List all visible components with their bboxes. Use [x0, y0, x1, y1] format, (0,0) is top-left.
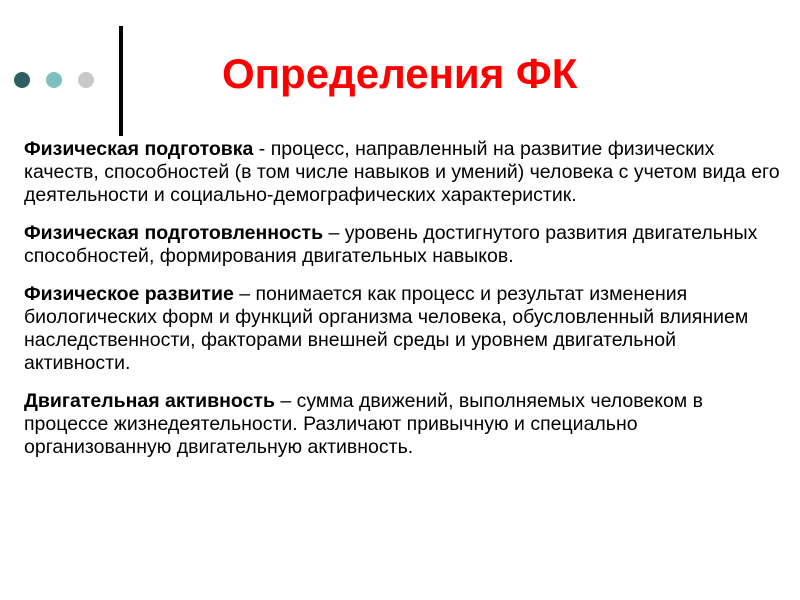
definition-term: Физическое развитие	[24, 283, 234, 305]
definition-text: – уровень достигнутого развития двигательных способностей, формирования двигательных навыков.	[24, 222, 758, 267]
definition-text: – сумма движений, выполняемых человеком в процессе жизнедеятельности. Различают привычную и специально организованную двигательную активность.	[24, 390, 703, 458]
slide-title: Определения ФК	[222, 50, 578, 97]
dot-icon	[46, 72, 62, 88]
vertical-divider	[119, 26, 123, 136]
definition-item	[24, 390, 784, 459]
definition-item	[24, 283, 784, 375]
definition-item	[24, 138, 784, 207]
dot-icon	[78, 72, 94, 88]
dot-icon	[14, 72, 30, 88]
decorative-dots	[14, 72, 94, 88]
definition-term: Двигательная активность	[24, 390, 275, 412]
definition-term: Физическая подготовленность	[24, 222, 324, 244]
definition-term: Физическая подготовка	[24, 138, 254, 160]
definition-text: – понимается как процесс и результат изменения биологических форм и функций организма человека, обусловленный влиянием наследственности, факторами внешней среды и уровнем двигательной активности.	[24, 283, 749, 374]
definition-item	[24, 222, 784, 268]
definitions-list	[24, 138, 784, 474]
definition-text: - процесс, направленный на развитие физических качеств, способностей (в том числе навыков и умений) человека с учетом вида его деятельности и социально-демографических характеристик.	[24, 138, 780, 206]
